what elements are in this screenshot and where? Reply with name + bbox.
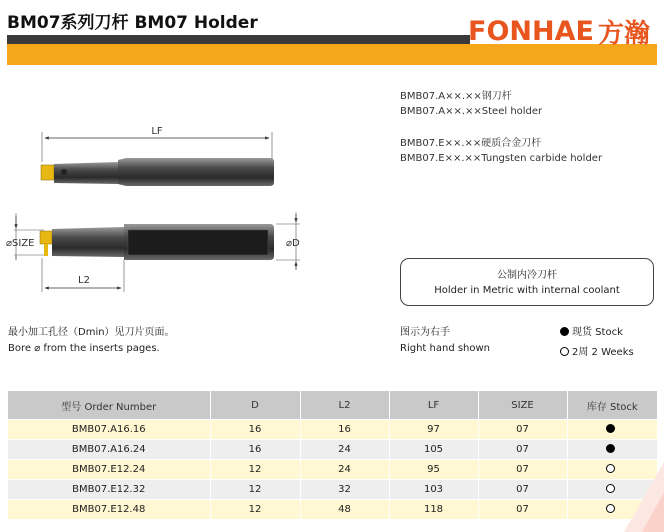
table-row — [8, 420, 657, 440]
cell-size: 07 — [478, 420, 567, 440]
order-table — [8, 391, 657, 519]
tool-holder-drawing — [0, 110, 330, 295]
coolant-note-en: Holder in Metric with internal coolant — [434, 285, 620, 296]
desc-carbide-cn: BMB07.E××.××硬质合金刀杆 — [400, 138, 542, 149]
hand-note-en: Right hand shown — [400, 343, 491, 354]
logo-latin-text: FONHAE — [468, 15, 594, 47]
cell-l2: 16 — [300, 420, 389, 440]
cell-lf: 103 — [389, 480, 478, 500]
stock-status-icon — [606, 424, 615, 433]
legend-two-weeks-label: 2周 2 Weeks — [572, 347, 634, 358]
cell-l2: 24 — [300, 460, 389, 480]
brand-logo — [468, 14, 650, 48]
cell-d: 16 — [210, 440, 300, 460]
legend-two-weeks — [560, 343, 634, 358]
cell-d: 12 — [210, 460, 300, 480]
cell-size: 07 — [478, 460, 567, 480]
col-header-size: SIZE — [478, 391, 567, 420]
col-header-d: D — [210, 391, 300, 420]
cell-order: BMB07.A16.16 — [8, 420, 210, 440]
cell-size: 07 — [478, 440, 567, 460]
lf-label: LF — [151, 126, 163, 137]
open-circle-icon — [560, 347, 569, 356]
logo-cjk-text: 方瀚 — [597, 18, 650, 49]
cell-order: BMB07.E12.32 — [8, 480, 210, 500]
table-row — [8, 500, 657, 520]
table-header-row — [8, 391, 657, 420]
col-header-l2: L2 — [300, 391, 389, 420]
cell-lf: 95 — [389, 460, 478, 480]
d-label: ⌀D — [286, 238, 300, 249]
coolant-note-box — [400, 258, 654, 306]
table-row — [8, 460, 657, 480]
cell-size: 07 — [478, 500, 567, 520]
desc-steel-en: BMB07.A××.××Steel holder — [400, 106, 543, 117]
holder-side-view — [14, 212, 300, 292]
cell-lf: 118 — [389, 500, 478, 520]
page-title: BM07系列刀杆 BM07 Holder — [7, 13, 258, 33]
hand-note-cn: 图示为右手 — [400, 327, 450, 338]
desc-steel-cn: BMB07.A××.××钢刀杆 — [400, 91, 512, 102]
bore-note-en: Bore ⌀ from the inserts pages. — [8, 343, 160, 354]
cell-l2: 24 — [300, 440, 389, 460]
table-row — [8, 480, 657, 500]
cell-order: BMB07.A16.24 — [8, 440, 210, 460]
filled-circle-icon — [560, 327, 569, 336]
col-header-stock: 库存 Stock — [567, 391, 657, 420]
cell-stock — [567, 420, 657, 440]
table-row — [8, 440, 657, 460]
cell-l2: 32 — [300, 480, 389, 500]
cell-order: BMB07.E12.24 — [8, 460, 210, 480]
cell-d: 16 — [210, 420, 300, 440]
corner-decoration — [604, 452, 664, 532]
col-header-order: 型号 Order Number — [8, 391, 210, 420]
col-header-lf: LF — [389, 391, 478, 420]
cell-l2: 48 — [300, 500, 389, 520]
cell-lf: 97 — [389, 420, 478, 440]
l2-label: L2 — [78, 275, 90, 286]
cell-order: BMB07.E12.48 — [8, 500, 210, 520]
cell-d: 12 — [210, 480, 300, 500]
title-bar-dark — [7, 35, 470, 44]
legend-in-stock — [560, 323, 623, 338]
cell-size: 07 — [478, 480, 567, 500]
cell-lf: 105 — [389, 440, 478, 460]
bore-note-cn: 最小加工孔径（Dmin）见刀片页面。 — [8, 327, 175, 338]
coolant-note-cn: 公制内冷刀杆 — [497, 270, 557, 281]
size-label: ⌀SIZE — [6, 238, 35, 249]
legend-in-stock-label: 现货 Stock — [572, 327, 623, 338]
cell-d: 12 — [210, 500, 300, 520]
desc-carbide-en: BMB07.E××.××Tungsten carbide holder — [400, 153, 603, 164]
holder-top-view — [41, 158, 274, 186]
